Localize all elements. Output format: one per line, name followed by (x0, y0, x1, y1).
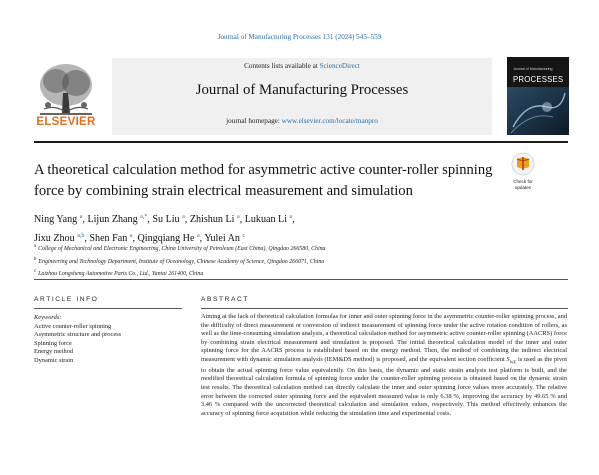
abstract-text-part1: Aiming at the lack of theoretical calculation formulas for inner and outer spinning force in the asymmetric counter-roller spinning process, and the difficulty of direct measurement or conversion of indirect measurement of spinning force under the active rotation condition of rollers, as well as the time-consuming simulation analysis, a theoretical calculation method for asymmetric active counter-roller spinning (AACRS) force by combining strain electrical measurement and simulation is proposed. The initial theoretical calculation model of the inner and outer spinning force for the AACRS process is established based on the energy method. Then, the method of combining the indirect electrical measurement with dynamic simulation analysis (IEM&DS method) is proposed, and the equivalent section coefficient (201, 313, 567, 363)
abstract-body (201, 313, 567, 418)
author-affil-marker[interactable]: a (236, 214, 240, 220)
author-affil-marker[interactable]: a (289, 214, 293, 220)
author-affil-marker[interactable]: a (129, 233, 133, 239)
author-name: Lukuan Li (244, 214, 288, 225)
keyword-item: Asymmetric structure and process (34, 331, 122, 339)
paper-title: A theoretical calculation method for asymmetric active counter-roller spinning force by combining strain electrical measurement and simulation (34, 162, 493, 199)
check-updates-line2: updates (514, 184, 532, 190)
keyword-item: Spinning force (34, 339, 72, 347)
abstract-divider (201, 308, 568, 309)
affiliation-item (34, 242, 574, 255)
check-updates-line1: Check for (513, 179, 533, 184)
header-divider (34, 141, 568, 143)
affiliation-item (34, 267, 574, 280)
author-affil-marker[interactable]: a (79, 214, 83, 220)
check-for-updates-badge[interactable] (505, 151, 541, 199)
author-affil-marker[interactable]: a (196, 233, 200, 239)
keywords-label: Keywords: (34, 314, 62, 321)
affiliation-text: College of Mechanical and Electronic Engineering, China University of Petroleum (East China), Qingdao 266580, China (38, 246, 326, 252)
elsevier-wordmark[interactable]: ELSEVIER (36, 116, 96, 128)
author-name: Yulei An (204, 233, 240, 244)
keyword-item: Energy method (34, 348, 74, 356)
author-item[interactable]: Su Liu $^a$, (152, 214, 190, 225)
affiliation-marker: b (34, 256, 37, 262)
homepage-line (112, 117, 492, 125)
author-name: Shen Fan (89, 233, 128, 244)
abstract-text-part2: is used as the pivot to obtain the actual spinning force value equivalently. On this basis, the dynamic and static strain analysis test platform is built, and the modified theoretical calculation formula of spinning force under the counter-roller spinning process is obtained based on the dynamic strain test results. The theoretical calculation method can directly calculate the inner and outer spinning force values more accurately. The relative error between the corrected outer spinning force and the equivalent measured value is only 6.38 %, improving the accuracy by 49.65 % and 3.46 % compared with the uncorrected theoretical calculation and simulation values, respectively. This method effectively enhances the accuracy of spinning force acquisition while reducing the simulation time and experimental costs. (201, 355, 567, 417)
author-affil-marker[interactable]: a,* (140, 214, 148, 220)
keyword-item: Dynamic strain (34, 356, 74, 364)
author-affil-marker[interactable]: a,b (77, 233, 85, 239)
journal-cover[interactable] (507, 57, 569, 135)
affiliation-text: Laizhou Longsheng Automotive Parts Co., Ltd., Yantai 261400, China (38, 271, 204, 277)
author-item[interactable]: Ning Yang $^a$, (34, 214, 88, 225)
check-updates-label (505, 179, 541, 190)
cover-big-title: PROCESSES (513, 75, 564, 84)
author-name: Qingqiang He (137, 233, 195, 244)
section-coefficient-symbol: S (506, 355, 510, 363)
affiliation-marker: c (34, 269, 37, 274)
author-name: Jixu Zhou (34, 233, 75, 244)
author-item[interactable]: Shen Fan $^a$, (89, 233, 138, 244)
article-info-heading: ARTICLE INFO (34, 296, 99, 303)
affiliation-text: Engineering and Technology Department, Institute of Oceanology, Chinese Academy of Science, Qingdao 266071, China (38, 258, 325, 265)
article-info-divider (34, 308, 182, 309)
author-item[interactable]: Jixu Zhou $^{a,b}$, (34, 233, 90, 244)
author-name: Ning Yang (34, 214, 78, 225)
keyword-list (34, 323, 182, 365)
author-item[interactable]: Lijun Zhang $^{a,*}$, (87, 214, 153, 225)
affiliation-list (34, 242, 574, 280)
contents-line (112, 62, 492, 70)
author-affil-marker[interactable]: a (182, 214, 185, 220)
journal-citation[interactable]: Journal of Manufacturing Processes 131 (2024) 545–559 (217, 33, 382, 41)
keyword-item: Active counter-roller spinning (34, 323, 112, 330)
homepage-prefix: journal homepage: (226, 117, 280, 125)
homepage-link[interactable]: www.elsevier.com/locate/manpro (281, 117, 378, 125)
cover-art (507, 87, 569, 135)
cover-small-title: Journal of Manufacturing (513, 67, 553, 71)
author-name: Su Liu (152, 214, 180, 225)
check-updates-icon (505, 151, 541, 179)
author-affil-marker[interactable]: c (242, 233, 246, 239)
abstract-heading: ABSTRACT (201, 296, 249, 303)
author-item[interactable]: Qingqiang He $^a$, (137, 233, 205, 244)
author-name: Zhishun Li (189, 214, 235, 225)
affiliation-divider (34, 279, 568, 280)
author-item[interactable]: Lukuan Li $^a$, (244, 214, 295, 225)
author-name: Lijun Zhang (87, 214, 138, 225)
affiliation-marker: a (34, 244, 37, 249)
sciencedirect-link[interactable]: ScienceDirect (319, 62, 360, 70)
author-item[interactable]: Zhishun Li $^a$, (189, 214, 245, 225)
contents-prefix: Contents lists available at (244, 62, 318, 70)
section-coefficient-subscript: WE (509, 359, 517, 365)
affiliation-item (34, 255, 574, 268)
journal-title[interactable]: Journal of Manufacturing Processes (195, 82, 409, 98)
